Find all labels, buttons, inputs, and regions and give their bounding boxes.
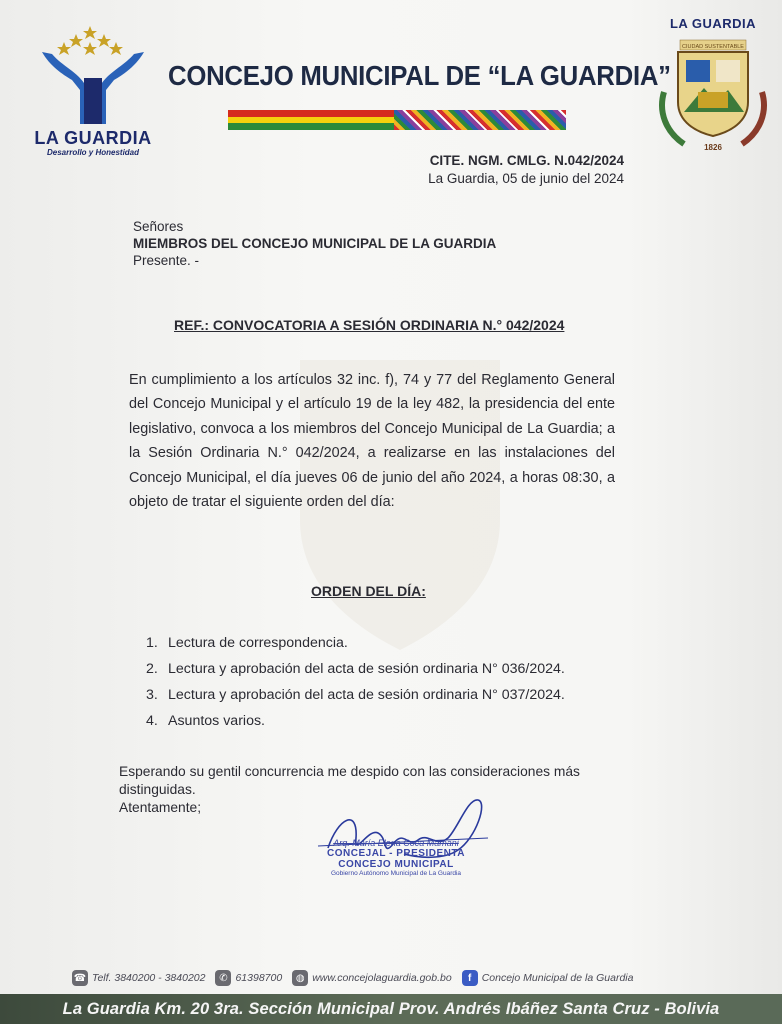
facebook-link[interactable]: Concejo Municipal de la Guardia [481, 972, 634, 984]
agenda-item [146, 708, 565, 734]
reference-line: REF.: CONVOCATORIA A SESIÓN ORDINARIA N.° 042/2024 [174, 317, 565, 333]
whatsapp-group [215, 970, 282, 986]
agenda-item-number: 3. [146, 687, 158, 703]
cite-block [428, 152, 624, 188]
recipient-name: MIEMBROS DEL CONCEJO MUNICIPAL DE LA GUARDIA [133, 236, 497, 251]
whatsapp-number: 61398700 [235, 972, 283, 984]
agenda-title: ORDEN DEL DÍA: [311, 583, 426, 599]
wiphala-flag-icon [394, 110, 566, 130]
whatsapp-icon: ✆ [215, 970, 231, 986]
phone-group [72, 970, 205, 986]
website-link[interactable]: www.concejolaguardia.gob.bo [312, 972, 452, 984]
flags-bar [228, 110, 566, 130]
municipality-coat-of-arms [654, 16, 772, 156]
agenda-item [146, 656, 565, 682]
coat-year-text: 1826 [704, 143, 722, 152]
cite-code: CITE. NGM. CMLG. N.042/2024 [429, 153, 624, 168]
globe-icon: ◍ [292, 970, 308, 986]
coat-of-arms-icon [654, 32, 772, 156]
stamp-role: CONCEJAL - PRESIDENTA [327, 848, 465, 859]
coat-banner-text: CIUDAD SUSTENTABLE [682, 44, 744, 50]
agenda-item-number: 2. [146, 661, 158, 677]
official-stamp [316, 838, 476, 877]
agenda-item-number: 4. [146, 713, 158, 729]
agenda-item-number: 1. [146, 635, 158, 651]
agenda-item-text: Lectura y aprobación del acta de sesión ordinaria N° 036/2024. [168, 661, 565, 677]
facebook-icon: f [462, 970, 478, 986]
agenda-item [146, 682, 565, 708]
contact-bar [72, 966, 732, 990]
phone-numbers: Telf. 3840200 - 3840202 [92, 972, 206, 984]
salutation: Señores [133, 219, 184, 234]
sign-off: Atentamente; [119, 800, 202, 815]
recipient-block [133, 218, 496, 269]
municipality-logo-left [28, 24, 158, 164]
agenda-item [146, 630, 565, 656]
coat-of-arms-arc-text: LA GUARDIA [669, 16, 757, 31]
agenda-item-text: Lectura de correspondencia. [168, 635, 348, 651]
stamp-name: Arq. María Elena Coca Mamani [333, 838, 459, 848]
phone-icon: ☎ [72, 970, 88, 986]
page-title: CONCEJO MUNICIPAL DE “LA GUARDIA” [168, 60, 671, 91]
web-group [292, 970, 452, 986]
agenda-list [146, 630, 565, 734]
logo-motto-text: Desarrollo y Honestidad [46, 148, 140, 157]
agenda-item-text: Asuntos varios. [168, 713, 265, 729]
facebook-group [462, 970, 634, 986]
agenda-item-text: Lectura y aprobación del acta de sesión ordinaria N° 037/2024. [168, 687, 565, 703]
stamp-sub: Gobierno Autónomo Municipal de La Guardia [330, 870, 462, 877]
closing-text: Esperando su gentil concurrencia me despido con las consideraciones más distinguidas. [119, 764, 580, 797]
stamp-org: CONCEJO MUNICIPAL [338, 859, 454, 870]
hands-stars-logo-icon [28, 24, 158, 128]
presente-text: Presente. - [133, 253, 200, 268]
bolivia-flag-icon [228, 110, 394, 130]
place-date: La Guardia, 05 de junio del 2024 [428, 171, 624, 186]
body-paragraph: En cumplimiento a los artículos 32 inc. f), 74 y 77 del Reglamento General del Concejo Municipal y el artículo 19 de la ley 482, la presidencia del ente legislativo, convoca a los miembros del Concejo Municipal de La Guardia; a la Sesión Ordinaria N.° 042/2024, a realizarse en las instalaciones del Concejo Municipal, el día jueves 06 de junio del año 2024, a horas 08:30, a objeto de tratar el siguiente orden del día: [129, 372, 615, 511]
footer-address: La Guardia Km. 20 3ra. Sección Municipal Prov. Andrés Ibáñez Santa Cruz - Bolivia [0, 994, 782, 1024]
logo-brand-text: LA GUARDIA [34, 128, 152, 148]
